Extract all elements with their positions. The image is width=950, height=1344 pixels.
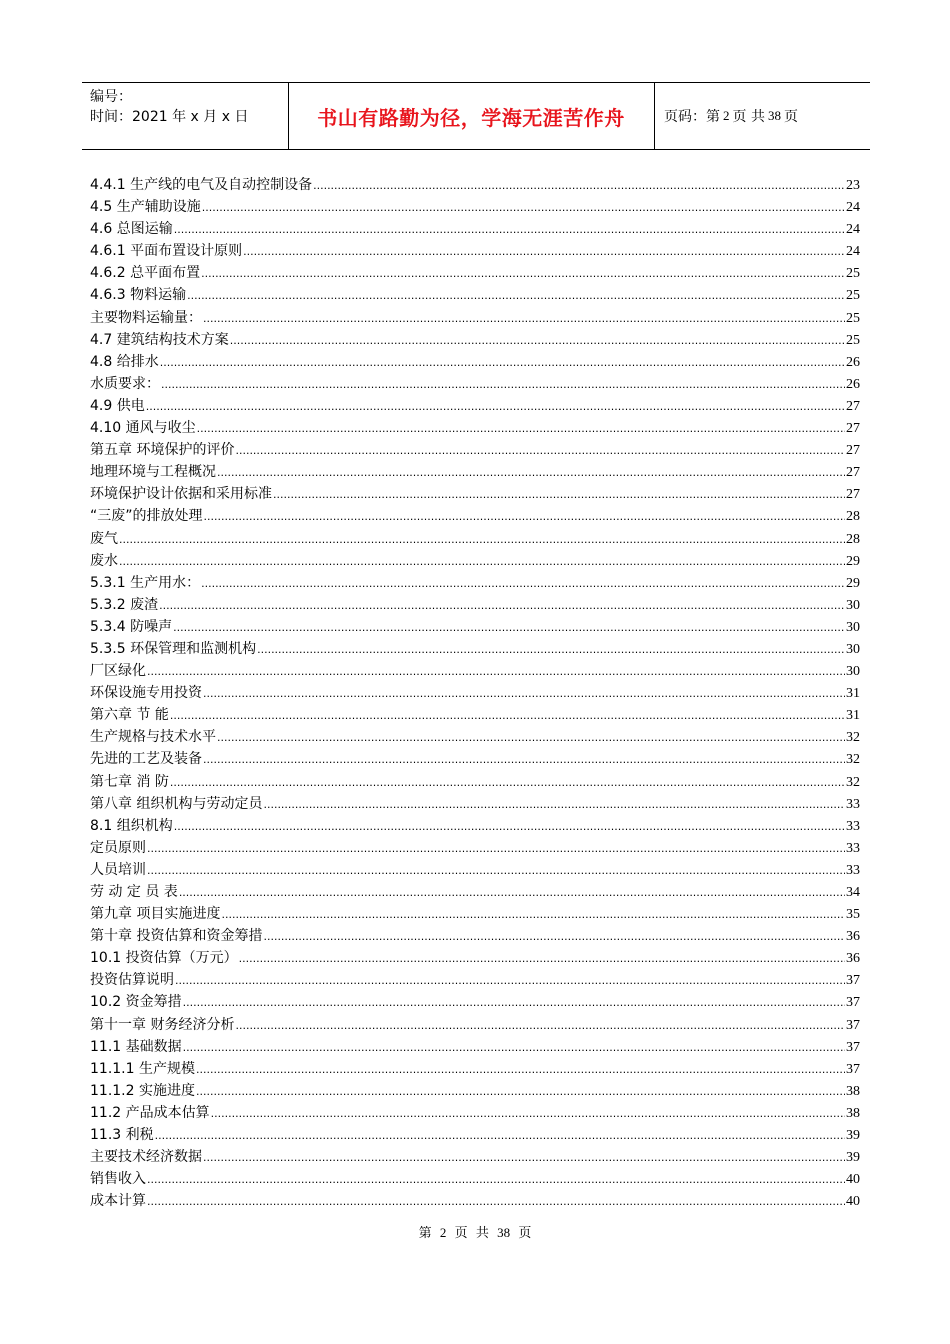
toc-entry-title: 11.2 产品成本估算 [90, 1104, 210, 1121]
toc-entry[interactable] [90, 726, 860, 748]
toc-entry-page: 27 [846, 465, 860, 481]
toc-entry-title: 8.1 组织机构 [90, 817, 173, 834]
toc-leader-dots [217, 462, 845, 484]
toc-entry[interactable] [90, 682, 860, 704]
toc-entry-page: 40 [846, 1194, 860, 1210]
toc-leader-dots [174, 816, 845, 838]
toc-entry-title: 第十章 投资估算和资金筹措 [90, 928, 263, 945]
toc-entry[interactable] [90, 218, 860, 240]
toc-leader-dots [197, 418, 845, 440]
toc-entry-page: 38 [846, 1083, 860, 1099]
toc-leader-dots [175, 970, 845, 992]
toc-entry-page: 31 [846, 708, 860, 724]
toc-entry[interactable] [90, 925, 860, 947]
toc-entry-title: 第九章 项目实施进度 [90, 906, 221, 923]
toc-leader-dots [119, 529, 845, 551]
toc-entry-title: 主要技术经济数据 [90, 1149, 202, 1166]
toc-entry-title: 第八章 组织机构与劳动定员 [90, 795, 263, 812]
header-divider [654, 83, 655, 149]
toc-entry[interactable] [90, 1190, 860, 1212]
toc-entry-title: 环境保护设计依据和采用标准 [90, 486, 272, 503]
toc-leader-dots [230, 330, 845, 352]
toc-entry-title: 4.6.2 总平面布置 [90, 265, 201, 282]
toc-entry[interactable] [90, 417, 860, 439]
toc-entry-title: 成本计算 [90, 1193, 146, 1210]
toc-leader-dots [119, 551, 845, 573]
toc-leader-dots [273, 484, 845, 506]
toc-leader-dots [217, 727, 845, 749]
toc-entry-title: 4.6.3 物料运输 [90, 287, 187, 304]
toc-leader-dots [235, 1015, 845, 1037]
toc-entry-title: 第十一章 财务经济分析 [90, 1016, 235, 1033]
footer-page-num: 2 [439, 1225, 447, 1240]
toc-entry-title: 4.10 通风与收尘 [90, 420, 196, 437]
toc-entry-title: 5.3.1 生产用水： [90, 574, 201, 591]
toc-entry[interactable] [90, 572, 860, 594]
toc-entry-title: 5.3.2 废渣 [90, 596, 159, 613]
toc-entry-title: 废水 [90, 552, 118, 569]
toc-entry-page: 28 [846, 531, 860, 547]
toc-entry-title: 投资估算说明 [90, 972, 174, 989]
footer-total: 38 [497, 1225, 511, 1240]
toc-entry-page: 32 [846, 774, 860, 790]
toc-entry-title: 4.5 生产辅助设施 [90, 199, 201, 216]
toc-leader-dots [179, 882, 845, 904]
toc-entry[interactable] [90, 947, 860, 969]
toc-leader-dots [174, 219, 845, 241]
toc-entry[interactable] [90, 859, 860, 881]
toc-entry-page: 27 [846, 398, 860, 414]
toc-entry-page: 33 [846, 818, 860, 834]
toc-entry-page: 34 [846, 885, 860, 900]
toc-entry-title: 4.6 总图运输 [90, 221, 173, 238]
toc-entry[interactable] [90, 483, 860, 505]
toc-entry-page: 31 [846, 686, 860, 702]
toc-entry-title: 10.2 资金筹措 [90, 994, 182, 1011]
toc-entry-page: 26 [846, 376, 860, 392]
toc-entry-title: 地理环境与工程概况 [90, 464, 216, 481]
toc-entry[interactable] [90, 1080, 860, 1102]
toc-entry[interactable] [90, 505, 860, 527]
toc-entry-page: 24 [846, 244, 860, 260]
toc-leader-dots [263, 794, 845, 816]
toc-entry[interactable] [90, 329, 860, 351]
toc-entry-page: 26 [846, 354, 860, 370]
page-num: 2 [723, 108, 730, 123]
page-total: 38 [767, 108, 781, 123]
toc-entry[interactable] [90, 373, 860, 395]
page-footer [0, 1222, 950, 1241]
toc-entry[interactable] [90, 174, 860, 196]
toc-entry-title: 废气 [90, 530, 118, 547]
toc-entry[interactable] [90, 307, 860, 329]
toc-leader-dots [313, 175, 845, 197]
toc-leader-dots [235, 440, 845, 462]
toc-entry-page: 33 [846, 796, 860, 812]
toc-leader-dots [203, 1147, 845, 1169]
toc-entry-page: 32 [846, 752, 860, 768]
toc-entry[interactable] [90, 550, 860, 572]
toc-entry-page: 25 [846, 288, 860, 304]
toc-entry[interactable] [90, 1124, 860, 1146]
header-meta [90, 87, 248, 127]
toc-entry[interactable] [90, 1036, 860, 1058]
toc-leader-dots [160, 352, 845, 374]
toc-entry[interactable] [90, 771, 860, 793]
toc-entry-page: 37 [846, 1061, 860, 1077]
toc-leader-dots [211, 1103, 845, 1125]
toc-entry-title: 11.1.1 生产规模 [90, 1060, 195, 1077]
toc-entry-page: 28 [846, 509, 860, 525]
toc-entry-title: 4.9 供电 [90, 397, 145, 414]
page-mid: 页 共 [732, 109, 765, 125]
toc-leader-dots [196, 1081, 845, 1103]
toc-entry[interactable] [90, 748, 860, 770]
toc-entry[interactable] [90, 528, 860, 550]
toc-entry[interactable] [90, 262, 860, 284]
serial-label: 编号： [90, 89, 132, 105]
toc-leader-dots [187, 285, 845, 307]
toc-entry-page: 27 [846, 443, 860, 459]
toc-entry-title: 先进的工艺及装备 [90, 751, 202, 768]
toc-entry[interactable] [90, 991, 860, 1013]
toc-entry-title: 劳 动 定 员 表 [90, 884, 178, 900]
toc-leader-dots [147, 661, 845, 683]
toc-entry[interactable] [90, 351, 860, 373]
footer-mid: 页 共 [454, 1225, 489, 1240]
toc-entry-page: 40 [846, 1172, 860, 1188]
toc-entry-title: 定员原则 [90, 839, 146, 856]
toc-entry-title: 第六章 节 能 [90, 707, 169, 724]
toc-entry[interactable] [90, 903, 860, 925]
toc-leader-dots [147, 860, 845, 882]
header-page-number [664, 83, 798, 149]
toc-leader-dots [221, 904, 845, 926]
toc-entry[interactable] [90, 638, 860, 660]
toc-leader-dots [203, 308, 845, 330]
toc-entry-page: 35 [846, 907, 860, 923]
header-motto: 书山有路勤为径，学海无涯苦作舟 [317, 105, 625, 130]
toc-entry-page: 25 [846, 310, 860, 326]
toc-leader-dots [183, 992, 845, 1014]
toc-entry-title: 第七章 消 防 [90, 773, 169, 790]
toc-leader-dots [147, 838, 845, 860]
toc-leader-dots [196, 1059, 845, 1081]
toc-entry-title: 销售收入 [90, 1171, 146, 1188]
toc-leader-dots [204, 506, 845, 528]
toc-entry-title: 10.1 投资估算（万元） [90, 950, 238, 967]
footer-prefix: 第 [418, 1225, 432, 1240]
toc-entry-title: 11.1 基础数据 [90, 1038, 182, 1055]
toc-entry[interactable] [90, 1058, 860, 1080]
toc-leader-dots [146, 396, 845, 418]
toc-leader-dots [257, 639, 845, 661]
toc-entry-title: 4.8 给排水 [90, 353, 159, 370]
toc-entry-page: 27 [846, 487, 860, 503]
toc-entry-title: 厂区绿化 [90, 663, 146, 680]
toc-entry-page: 33 [846, 840, 860, 856]
toc-entry[interactable] [90, 439, 860, 461]
toc-entry-page: 36 [846, 951, 860, 967]
toc-entry[interactable] [90, 837, 860, 859]
toc-entry-page: 39 [846, 1128, 860, 1144]
toc-leader-dots [203, 683, 845, 705]
toc-entry-page: 23 [846, 178, 860, 193]
toc-entry-title: 主要物料运输量： [90, 309, 202, 326]
toc-entry-page: 27 [846, 421, 860, 437]
toc-leader-dots [263, 926, 845, 948]
toc-entry-page: 29 [846, 553, 860, 569]
toc-entry-title: 水质要求： [90, 375, 160, 392]
toc-entry-page: 30 [846, 597, 860, 613]
toc-leader-dots [161, 374, 845, 396]
toc-entry-title: 4.6.1 平面布置设计原则 [90, 243, 243, 260]
toc-entry-page: 30 [846, 641, 860, 657]
toc-entry-title: 5.3.5 环保管理和监测机构 [90, 640, 257, 657]
toc-entry-title: 环保设施专用投资 [90, 685, 202, 702]
toc-entry[interactable] [90, 660, 860, 682]
page-suffix: 页 [783, 109, 798, 125]
toc-entry-page: 24 [846, 200, 860, 216]
toc-leader-dots [202, 197, 845, 219]
toc-entry[interactable] [90, 1168, 860, 1190]
page-prefix: 页码：第 [664, 109, 720, 125]
time-label: 时间：2021 年 x 月 x 日 [90, 109, 249, 125]
toc-entry[interactable] [90, 240, 860, 262]
toc-leader-dots [201, 263, 845, 285]
toc-entry[interactable] [90, 284, 860, 306]
toc-entry-title: 生产规格与技术水平 [90, 729, 216, 746]
toc-entry[interactable] [90, 704, 860, 726]
toc-leader-dots [147, 1191, 845, 1213]
toc-leader-dots [203, 749, 845, 771]
toc-entry-title: 4.4.1 生产线的电气及自动控制设备 [90, 177, 313, 193]
toc-entry-page: 30 [846, 664, 860, 680]
toc-entry-page: 30 [846, 619, 860, 635]
toc-entry-page: 33 [846, 862, 860, 878]
toc-entry[interactable] [90, 815, 860, 837]
toc-entry-page: 36 [846, 929, 860, 945]
toc-leader-dots [243, 241, 845, 263]
toc-entry-page: 37 [846, 995, 860, 1011]
toc-leader-dots [159, 595, 845, 617]
toc-entry[interactable] [90, 1014, 860, 1036]
toc-entry[interactable] [90, 1146, 860, 1168]
toc-entry-page: 32 [846, 730, 860, 746]
toc-entry-page: 39 [846, 1150, 860, 1166]
toc-entry[interactable] [90, 395, 860, 417]
toc-entry-page: 29 [846, 575, 860, 591]
toc-entry-page: 37 [846, 1039, 860, 1055]
toc-entry[interactable] [90, 616, 860, 638]
toc-entry-page: 37 [846, 1017, 860, 1033]
toc-entry[interactable] [90, 793, 860, 815]
footer-suffix: 页 [518, 1225, 532, 1240]
toc-leader-dots [170, 705, 845, 727]
toc-leader-dots [170, 772, 845, 794]
toc-entry[interactable] [90, 594, 860, 616]
toc-entry-title: 5.3.4 防噪声 [90, 618, 173, 635]
toc-entry[interactable] [90, 881, 860, 903]
toc-entry-page: 24 [846, 222, 860, 238]
toc-entry-page: 37 [846, 973, 860, 989]
toc-leader-dots [173, 617, 845, 639]
toc-entry-title: 第五章 环境保护的评价 [90, 442, 235, 459]
toc-entry-title: “三废”的排放处理 [90, 508, 203, 525]
toc-leader-dots [239, 948, 845, 970]
toc-entry-title: 4.7 建筑结构技术方案 [90, 331, 229, 348]
toc-leader-dots [155, 1125, 845, 1147]
toc-leader-dots [147, 1169, 845, 1191]
toc-entry-title: 11.1.2 实施进度 [90, 1082, 195, 1099]
toc-leader-dots [183, 1037, 845, 1059]
toc-entry-page: 38 [846, 1105, 860, 1121]
toc-entry[interactable] [90, 969, 860, 991]
page-header [82, 82, 870, 150]
toc-entry[interactable] [90, 1102, 860, 1124]
toc-leader-dots [201, 573, 845, 595]
toc-entry-title: 人员培训 [90, 861, 146, 878]
toc-entry[interactable] [90, 196, 860, 218]
toc-entry[interactable] [90, 461, 860, 483]
toc-entry-page: 25 [846, 332, 860, 348]
toc-entry-title: 11.3 利税 [90, 1127, 154, 1144]
table-of-contents [90, 174, 860, 1212]
toc-entry-page: 25 [846, 266, 860, 282]
